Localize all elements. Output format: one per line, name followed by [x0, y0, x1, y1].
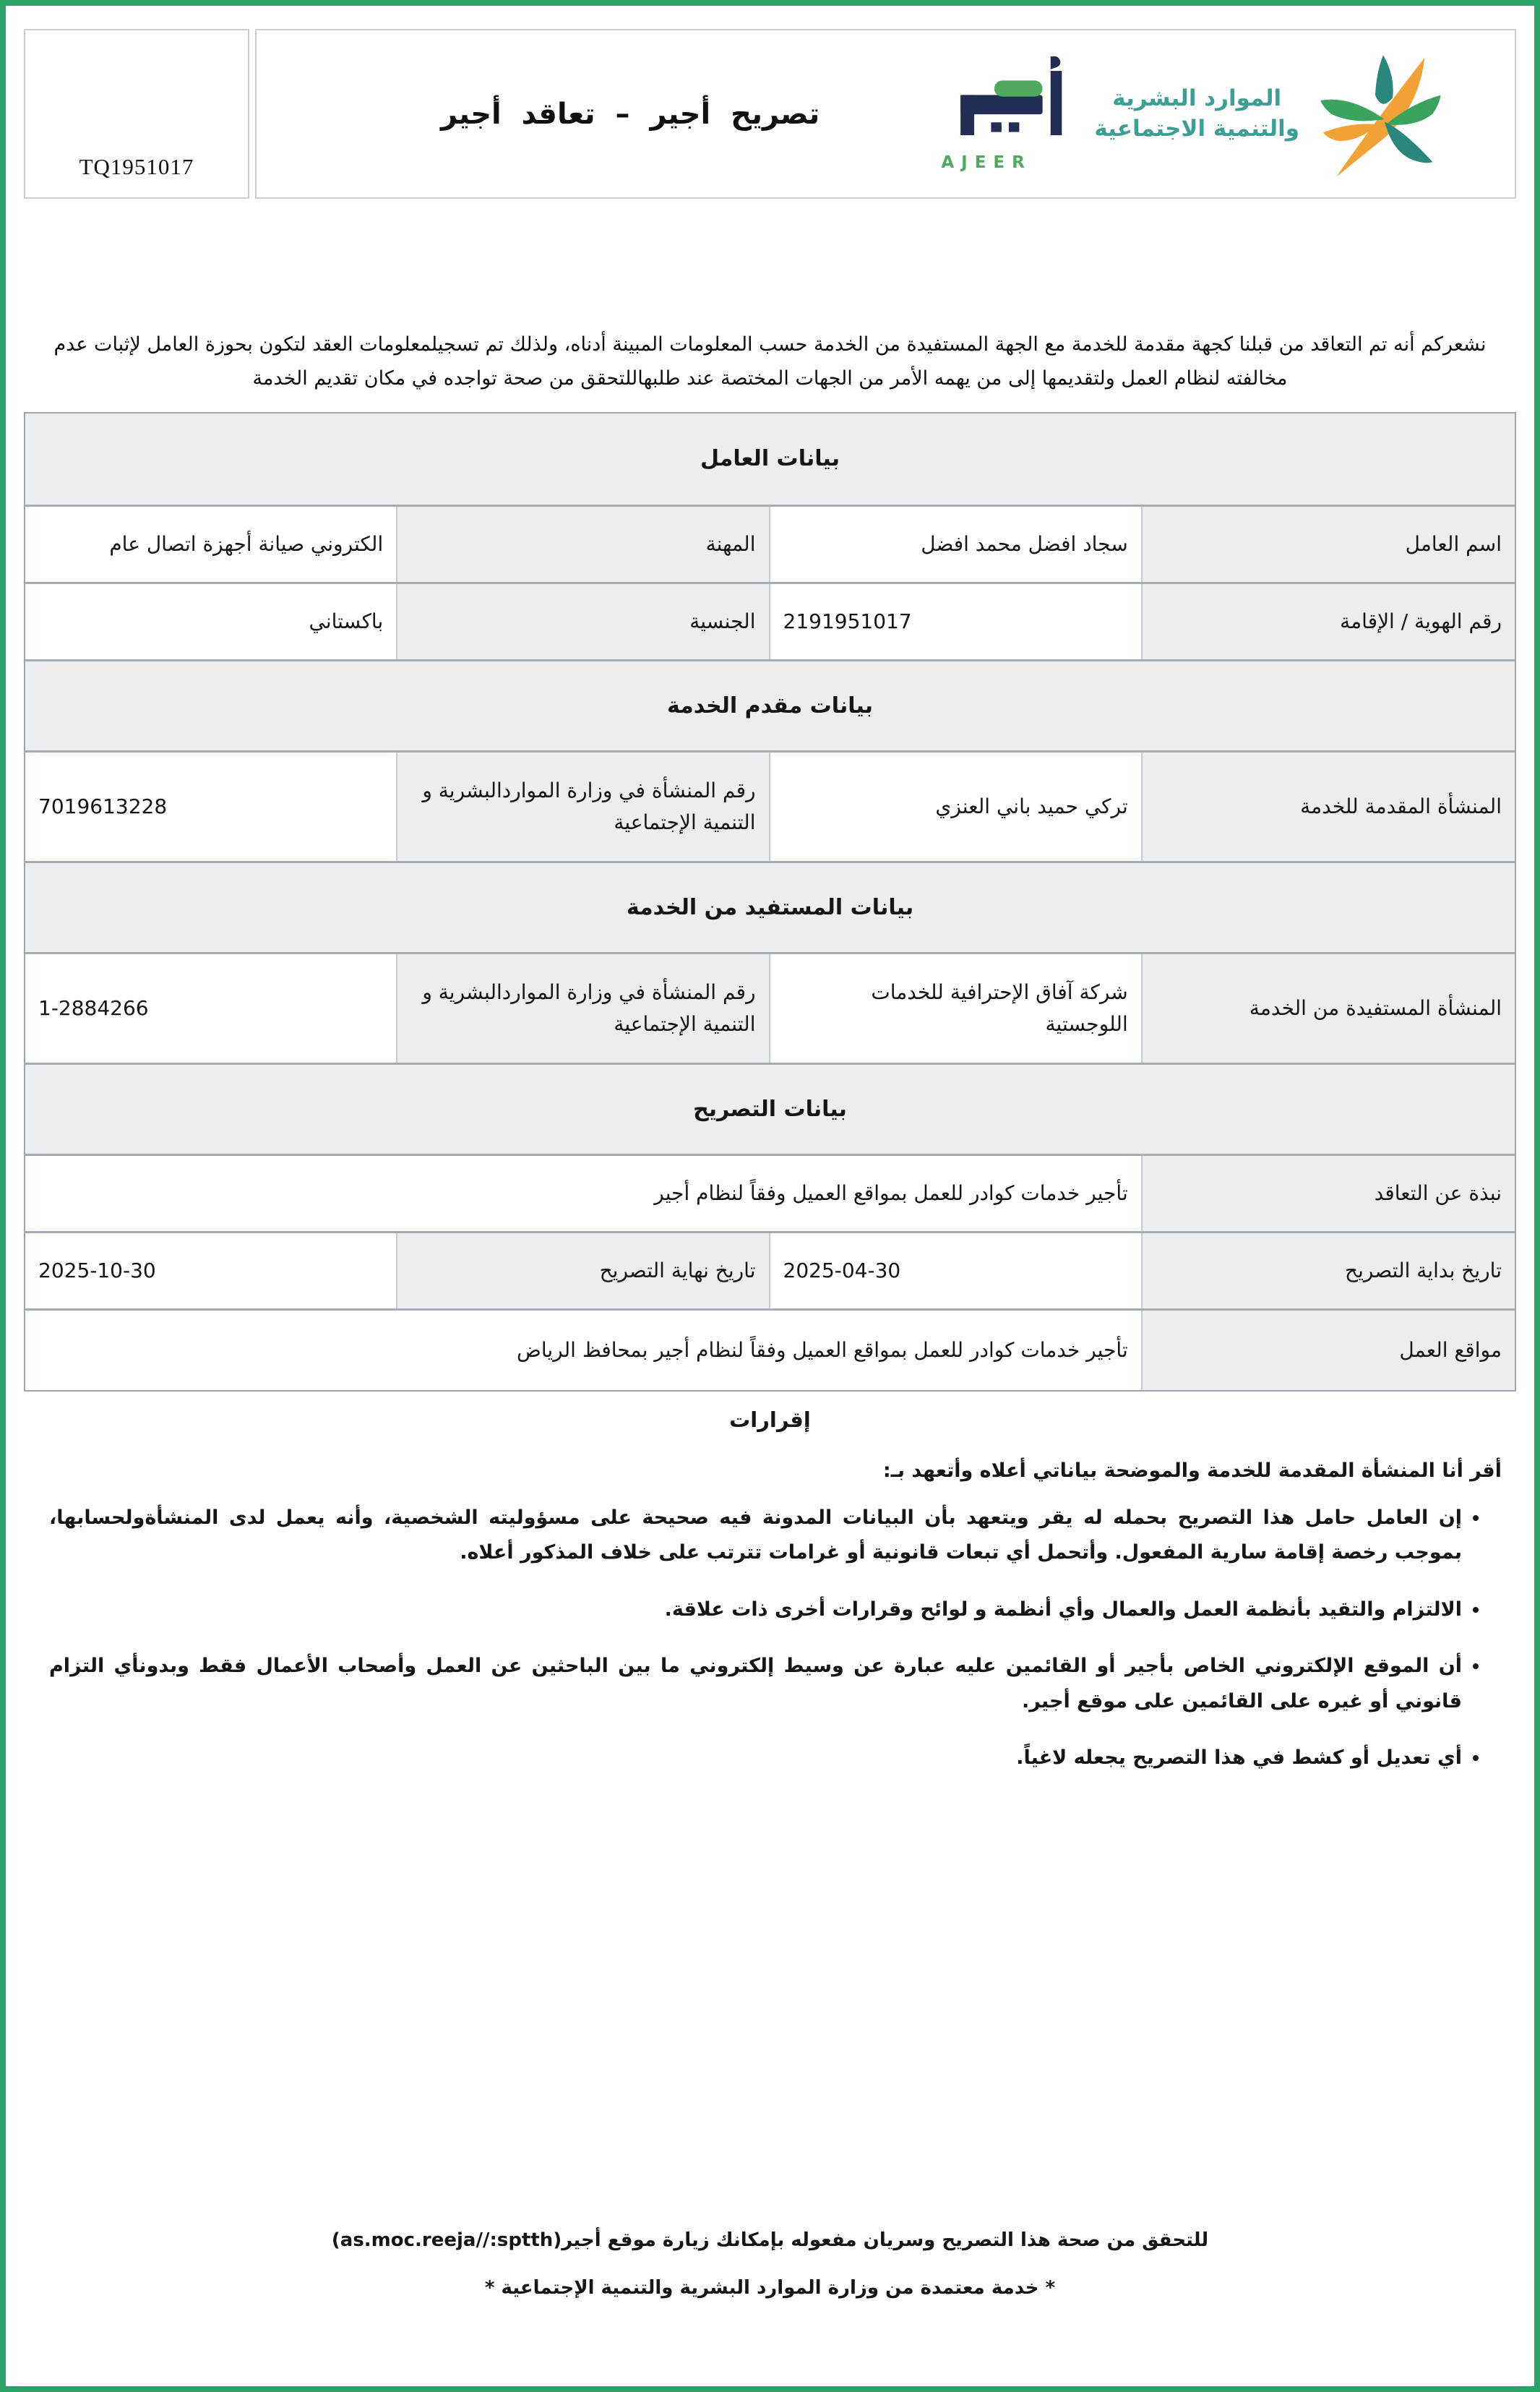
- profession-value: الكتروني صيانة أجهزة اتصال عام: [25, 507, 397, 582]
- nationality-label: الجنسية: [397, 584, 770, 659]
- declaration-item: • إن العامل حامل هذا التصريح بحمله له يقر ويتعهد بأن البيانات المدونة فيه صحيحة على مسؤوليته الشخصية، وأنه يعمل لدى المنشأةولحسابها، بموجب رخصة إقامة سارية المفعول. وأتحمل أي تبعات قانونية أو غرامات تترتب على خلاف المذكور أعلاه.: [49, 1501, 1462, 1571]
- worker-name-label: اسم العامل: [1143, 507, 1515, 582]
- declarations-title: إقرارات: [729, 1407, 811, 1432]
- ministry-logo: [1094, 47, 1446, 181]
- provider-establishment-number-label: رقم المنشأة في وزارة المواردالبشرية و التنمية الإجتماعية: [397, 753, 770, 861]
- table-row: [25, 1231, 1515, 1308]
- footer: [6, 2226, 1534, 2303]
- permit-start-date-label: تاريخ بداية التصريح: [1143, 1233, 1515, 1308]
- declarations-list: [49, 1501, 1462, 1777]
- provider-establishment-value: تركي حميد باني العنزي: [770, 753, 1143, 861]
- section-title-provider: بيانات مقدم الخدمة: [25, 659, 1515, 750]
- contract-summary-value: تأجير خدمات كوادر للعمل بمواقع العميل وفقاً لنظام أجير: [25, 1156, 1143, 1231]
- permit-number: TQ1951017: [79, 154, 194, 179]
- declarations-intro: أقر أنا المنشأة المقدمة للخدمة والموضحة بياناتي أعلاه وأتعهد بـ:: [882, 1459, 1502, 1482]
- table-row: [25, 1308, 1515, 1390]
- beneficiary-establishment-value: شركة آفاق الإحترافية للخدمات اللوجستية: [770, 954, 1143, 1063]
- ministry-logo-line2: والتنمية الاجتماعية: [1094, 115, 1299, 142]
- ajeer-logo-latin: AJEER: [941, 153, 1032, 172]
- declaration-item: • أي تعديل أو كشط في هذا التصريح يجعله لاغياً.: [49, 1741, 1462, 1776]
- ministry-palm-icon: [1312, 47, 1446, 181]
- permit-end-date-label: تاريخ نهاية التصريح: [397, 1233, 770, 1308]
- permit-number-box: [24, 29, 249, 199]
- page-title: تصريح أجير – تعاقد أجير: [441, 97, 820, 131]
- title-logo-box: [255, 29, 1516, 199]
- footer-verification-line: للتحقق من صحة هذا التصريح وسريان مفعوله بإمكانك زيارة موقع أجير(as.moc.reeja//:sptth): [331, 2229, 1209, 2252]
- beneficiary-establishment-number-value: 1-2884266: [25, 954, 397, 1063]
- intro-paragraph: نشعركم أنه تم التعاقد من قبلنا كجهة مقدمة للخدمة مع الجهة المستفيدة من الخدمة حسب المعلومات المبينة أدناه، ولذلك تم تسجيلمعلومات العقد لتكون بحوزة العامل لإثبات عدم مخالفته لنظام العمل ولتقديمها إلى من يهمه الأمر من الجهات المختصة عند طلبهاللتحقق من صحة تواجده في مكان تقديم الخدمة: [53, 333, 1487, 390]
- id-number-label: رقم الهوية / الإقامة: [1143, 584, 1515, 659]
- ajeer-wordmark-icon: [938, 56, 1067, 149]
- work-locations-label: مواقع العمل: [1143, 1311, 1515, 1390]
- permit-table: [24, 412, 1516, 1392]
- ministry-logo-line1: الموارد البشرية: [1112, 85, 1282, 111]
- table-row: [25, 750, 1515, 861]
- ministry-logo-text: [1094, 84, 1299, 145]
- declaration-item: • أن الموقع الإلكتروني الخاص بأجير أو القائمين عليه عبارة عن وسيط إلكتروني ما بين الباحثين عن العمل وأصحاب الأعمال فقط وبدونأي التزام قانوني أو غيره على القائمين على موقع أجير.: [49, 1649, 1462, 1719]
- worker-name-value: سجاد افضل محمد افضل: [770, 507, 1143, 582]
- logos: [938, 47, 1446, 181]
- beneficiary-establishment-number-label: رقم المنشأة في وزارة المواردالبشرية و التنمية الإجتماعية: [397, 954, 770, 1063]
- contract-summary-label: نبذة عن التعاقد: [1143, 1156, 1515, 1231]
- header: [24, 29, 1516, 199]
- section-title-worker: بيانات العامل: [25, 413, 1515, 505]
- beneficiary-establishment-label: المنشأة المستفيدة من الخدمة: [1143, 954, 1515, 1063]
- table-row: [25, 1154, 1515, 1231]
- profession-label: المهنة: [397, 507, 770, 582]
- nationality-value: باكستاني: [25, 584, 397, 659]
- provider-establishment-number-value: 7019613228: [25, 753, 397, 861]
- permit-end-date-value: 2025-10-30: [25, 1233, 397, 1308]
- provider-establishment-label: المنشأة المقدمة للخدمة: [1143, 753, 1515, 861]
- declaration-item: • الالتزام والتقيد بأنظمة العمل والعمال وأي أنظمة و لوائح وقرارات أخرى ذات علاقة.: [49, 1592, 1462, 1628]
- work-locations-value: تأجير خدمات كوادر للعمل بمواقع العميل وفقاً لنظام أجير بمحافظ الرياض: [25, 1311, 1143, 1390]
- footer-certified-line: * خدمة معتمدة من وزارة الموارد البشرية والتنمية الإجتماعية *: [484, 2276, 1056, 2299]
- permit-start-date-value: 2025-04-30: [770, 1233, 1143, 1308]
- section-title-beneficiary: بيانات المستفيد من الخدمة: [25, 861, 1515, 952]
- id-number-value: 2191951017: [770, 584, 1143, 659]
- ajeer-logo: [938, 56, 1067, 172]
- table-row: [25, 505, 1515, 582]
- table-row: [25, 582, 1515, 659]
- table-row: [25, 952, 1515, 1063]
- section-title-permit: بيانات التصريح: [25, 1063, 1515, 1154]
